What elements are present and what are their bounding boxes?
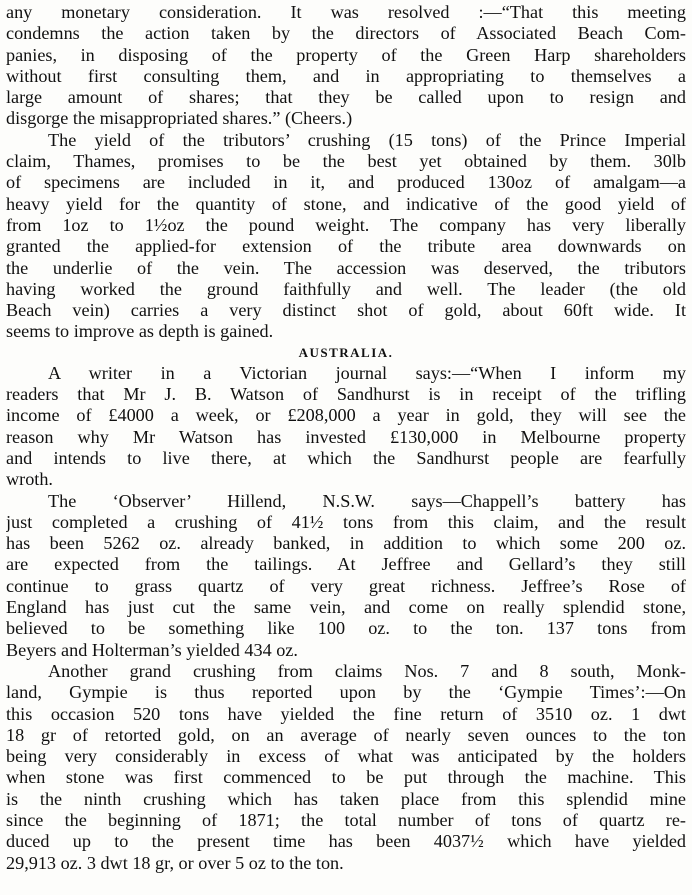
text-line: Beach vein) carries a very distinct shot of gold, about 60ft wide. It xyxy=(6,300,686,321)
text-line: continue to grass quartz of very great richness. Jeffree’s Rose of xyxy=(6,575,686,596)
text-line: readers that Mr J. B. Watson of Sandhurst is in receipt of the trifling xyxy=(6,384,686,405)
text-line: 29,913 oz. 3 dwt 18 gr, or over 5 oz to the ton. xyxy=(6,852,344,873)
text-line: and intends to live there, at which the Sandhurst people are fearfully xyxy=(6,447,686,468)
section-heading-australia: AUSTRALIA. xyxy=(298,344,394,360)
text-line: seems to improve as depth is gained. xyxy=(6,321,274,342)
paragraph-watson-sandhurst xyxy=(6,363,686,491)
text-line: granted the applied-for extension of the tribute area downwards on xyxy=(6,236,686,257)
text-line: claim, Thames, promises to be the best yet obtained by them. 30lb xyxy=(6,151,686,172)
text-line: just completed a crushing of 41½ tons from this claim, and the result xyxy=(6,511,686,532)
text-line: of specimens are included in it, and produced 130oz of amalgam—a xyxy=(6,172,686,193)
text-line: when stone was first commenced to be put through the machine. This xyxy=(6,767,686,788)
text-line: Beyers and Holterman’s yielded 434 oz. xyxy=(6,639,298,660)
text-line: income of £4000 a week, or £208,000 a year in gold, they will see the xyxy=(6,405,686,426)
text-line: A writer in a Victorian journal says:—“When I inform my xyxy=(48,362,686,383)
text-line: from 1oz to 1½oz the pound weight. The company has very liberally xyxy=(6,214,686,235)
paragraph-hillend-observer xyxy=(6,491,686,661)
text-line: this occasion 520 tons have yielded the fine return of 3510 oz. 1 dwt xyxy=(6,703,686,724)
text-line: duced up to the present time has been 4037½ which have yielded xyxy=(6,831,686,852)
text-line: since the beginning of 1871; the total number of tons of quartz re- xyxy=(6,809,686,830)
text-line: being very considerably in excess of what was anticipated by the holders xyxy=(6,746,686,767)
text-line: panies, in disposing of the property of the Green Harp shareholders xyxy=(6,44,686,65)
text-line: land, Gympie is thus reported upon by the ‘Gympie Times’:—On xyxy=(6,682,686,703)
text-line: reason why Mr Watson has invested £130,000 in Melbourne property xyxy=(6,426,686,447)
text-line: large amount of shares; that they be called upon to resign and xyxy=(6,87,686,108)
text-line: England has just cut the same vein, and come on really splendid stone, xyxy=(6,597,686,618)
paragraph-green-harp-resolution xyxy=(6,2,686,130)
text-line: any monetary consideration. It was resolved :—“That this meeting xyxy=(6,2,686,22)
text-line: 18 gr of retorted gold, on an average of nearly seven ounces to the ton xyxy=(6,724,686,745)
paragraph-gympie-crushing xyxy=(6,661,686,874)
text-line: is the ninth crushing which has taken place from this splendid mine xyxy=(6,788,686,809)
text-line: heavy yield for the quantity of stone, and indicative of the good yield of xyxy=(6,193,686,214)
text-line: has been 5262 oz. already banked, in addition to which some 200 oz. xyxy=(6,533,686,554)
text-line: Another grand crushing from claims Nos. 7 and 8 south, Monk- xyxy=(48,660,686,681)
text-line: condemns the action taken by the directors of Associated Beach Com- xyxy=(6,23,686,44)
text-line: having worked the ground faithfully and well. The leader (the old xyxy=(6,278,686,299)
text-line: The ‘Observer’ Hillend, N.S.W. says—Chappell’s battery has xyxy=(48,490,686,511)
text-line: the underlie of the vein. The accession was deserved, the tributors xyxy=(6,257,686,278)
text-line: disgorge the misappropriated shares.” (Cheers.) xyxy=(6,108,353,129)
text-line: are expected from the tailings. At Jeffree and Gellard’s they still xyxy=(6,554,686,575)
paragraph-prince-imperial-claim xyxy=(6,130,686,343)
text-line: The yield of the tributors’ crushing (15 tons) of the Prince Imperial xyxy=(48,129,686,150)
text-line: believed to be something like 100 oz. to the ton. 137 tons from xyxy=(6,618,686,639)
text-line: wroth. xyxy=(6,469,53,490)
text-line: without first consulting them, and in appropriating to themselves a xyxy=(6,65,686,86)
